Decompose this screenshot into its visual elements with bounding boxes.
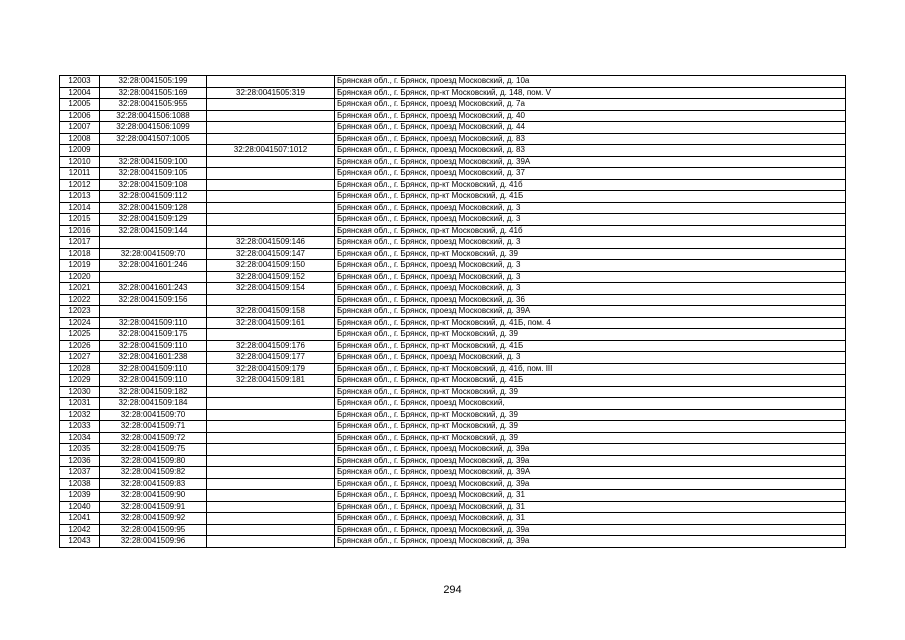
premises-cadastral-number-cell [207, 490, 335, 502]
table-row [60, 478, 846, 490]
row-number-cell: 12003 [60, 76, 100, 88]
cadastral-number-cell: 32:28:0041509:91 [100, 501, 207, 513]
address-cell: Брянская обл., г. Брянск, пр-кт Московский, д. 39 [335, 248, 846, 260]
table-row [60, 467, 846, 479]
cadastral-number-cell: 32:28:0041601:238 [100, 352, 207, 364]
cadastral-number-cell [100, 237, 207, 249]
address-cell: Брянская обл., г. Брянск, проезд Московский, д. 40 [335, 110, 846, 122]
table-row [60, 294, 846, 306]
address-cell: Брянская обл., г. Брянск, проезд Московский, д. 3 [335, 237, 846, 249]
table-row [60, 513, 846, 525]
table-row [60, 179, 846, 191]
cadastral-number-cell: 32:28:0041505:169 [100, 87, 207, 99]
cadastral-number-cell: 32:28:0041509:83 [100, 478, 207, 490]
cadastral-number-cell: 32:28:0041509:75 [100, 444, 207, 456]
premises-cadastral-number-cell: 32:28:0041507:1012 [207, 145, 335, 157]
cadastral-number-cell: 32:28:0041509:92 [100, 513, 207, 525]
address-cell: Брянская обл., г. Брянск, проезд Московский, д. 83 [335, 145, 846, 157]
premises-cadastral-number-cell [207, 455, 335, 467]
premises-cadastral-number-cell [207, 409, 335, 421]
row-number-cell: 12022 [60, 294, 100, 306]
row-number-cell: 12010 [60, 156, 100, 168]
premises-cadastral-number-cell: 32:28:0041509:176 [207, 340, 335, 352]
cadastral-number-cell: 32:28:0041509:72 [100, 432, 207, 444]
row-number-cell: 12008 [60, 133, 100, 145]
table-row [60, 87, 846, 99]
premises-cadastral-number-cell [207, 99, 335, 111]
row-number-cell: 12032 [60, 409, 100, 421]
premises-cadastral-number-cell [207, 122, 335, 134]
premises-cadastral-number-cell [207, 294, 335, 306]
address-cell: Брянская обл., г. Брянск, проезд Московский, д. 83 [335, 133, 846, 145]
table-row [60, 237, 846, 249]
table-row [60, 352, 846, 364]
table-row [60, 501, 846, 513]
cadastral-number-cell: 32:28:0041509:184 [100, 398, 207, 410]
row-number-cell: 12019 [60, 260, 100, 272]
premises-cadastral-number-cell: 32:28:0041509:152 [207, 271, 335, 283]
row-number-cell: 12038 [60, 478, 100, 490]
premises-cadastral-number-cell [207, 421, 335, 433]
address-cell: Брянская обл., г. Брянск, проезд Московский, д. 39а [335, 478, 846, 490]
cadastral-number-cell: 32:28:0041509:82 [100, 467, 207, 479]
row-number-cell: 12011 [60, 168, 100, 180]
table-row [60, 421, 846, 433]
address-cell: Брянская обл., г. Брянск, проезд Московский, д. 39а [335, 536, 846, 548]
cadastral-number-cell: 32:28:0041509:110 [100, 375, 207, 387]
address-cell: Брянская обл., г. Брянск, проезд Московский, д. 39А [335, 156, 846, 168]
row-number-cell: 12029 [60, 375, 100, 387]
cadastral-number-cell: 32:28:0041601:246 [100, 260, 207, 272]
table-row [60, 225, 846, 237]
cadastral-number-cell: 32:28:0041509:71 [100, 421, 207, 433]
premises-cadastral-number-cell [207, 110, 335, 122]
address-cell: Брянская обл., г. Брянск, пр-кт Московский, д. 41б [335, 179, 846, 191]
row-number-cell: 12024 [60, 317, 100, 329]
address-cell: Брянская обл., г. Брянск, проезд Московский, д. 31 [335, 490, 846, 502]
premises-cadastral-number-cell: 32:28:0041509:179 [207, 363, 335, 375]
table-row [60, 271, 846, 283]
table-row [60, 99, 846, 111]
table-row [60, 455, 846, 467]
table-row [60, 306, 846, 318]
cadastral-number-cell: 32:28:0041509:100 [100, 156, 207, 168]
address-cell: Брянская обл., г. Брянск, проезд Московский, д. 3 [335, 271, 846, 283]
address-cell: Брянская обл., г. Брянск, проезд Московский, д. 3 [335, 214, 846, 226]
premises-cadastral-number-cell: 32:28:0041509:158 [207, 306, 335, 318]
premises-cadastral-number-cell [207, 444, 335, 456]
cadastral-number-cell: 32:28:0041509:95 [100, 524, 207, 536]
premises-cadastral-number-cell [207, 133, 335, 145]
row-number-cell: 12014 [60, 202, 100, 214]
address-cell: Брянская обл., г. Брянск, проезд Московский, д. 3 [335, 352, 846, 364]
row-number-cell: 12033 [60, 421, 100, 433]
cadastral-number-cell: 32:28:0041509:70 [100, 248, 207, 260]
premises-cadastral-number-cell: 32:28:0041509:161 [207, 317, 335, 329]
cadastral-number-cell: 32:28:0041509:182 [100, 386, 207, 398]
cadastral-number-cell: 32:28:0041505:955 [100, 99, 207, 111]
row-number-cell: 12004 [60, 87, 100, 99]
cadastral-number-cell: 32:28:0041509:110 [100, 340, 207, 352]
address-cell: Брянская обл., г. Брянск, проезд Московский, д. 39А [335, 306, 846, 318]
row-number-cell: 12026 [60, 340, 100, 352]
row-number-cell: 12007 [60, 122, 100, 134]
cadastral-number-cell: 32:28:0041509:156 [100, 294, 207, 306]
address-cell: Брянская обл., г. Брянск, пр-кт Московский, д. 41Б, пом. 4 [335, 317, 846, 329]
table-row [60, 432, 846, 444]
registry-table [59, 75, 846, 548]
row-number-cell: 12035 [60, 444, 100, 456]
table-row [60, 283, 846, 295]
address-cell: Брянская обл., г. Брянск, пр-кт Московский, д. 148, пом. V [335, 87, 846, 99]
address-cell: Брянская обл., г. Брянск, проезд Московский, д. 31 [335, 513, 846, 525]
premises-cadastral-number-cell [207, 202, 335, 214]
row-number-cell: 12015 [60, 214, 100, 226]
cadastral-number-cell: 32:28:0041509:80 [100, 455, 207, 467]
table-row [60, 191, 846, 203]
premises-cadastral-number-cell [207, 191, 335, 203]
row-number-cell: 12030 [60, 386, 100, 398]
cadastral-number-cell: 32:28:0041509:70 [100, 409, 207, 421]
premises-cadastral-number-cell: 32:28:0041509:150 [207, 260, 335, 272]
row-number-cell: 12018 [60, 248, 100, 260]
row-number-cell: 12028 [60, 363, 100, 375]
table-row [60, 168, 846, 180]
address-cell: Брянская обл., г. Брянск, проезд Московский, д. 39а [335, 455, 846, 467]
table-row [60, 329, 846, 341]
row-number-cell: 12027 [60, 352, 100, 364]
table-row [60, 409, 846, 421]
address-cell: Брянская обл., г. Брянск, пр-кт Московский, д. 41Б [335, 375, 846, 387]
premises-cadastral-number-cell [207, 398, 335, 410]
premises-cadastral-number-cell: 32:28:0041509:146 [207, 237, 335, 249]
table-row [60, 145, 846, 157]
premises-cadastral-number-cell [207, 467, 335, 479]
row-number-cell: 12017 [60, 237, 100, 249]
address-cell: Брянская обл., г. Брянск, пр-кт Московский, д. 41Б [335, 191, 846, 203]
premises-cadastral-number-cell [207, 329, 335, 341]
address-cell: Брянская обл., г. Брянск, пр-кт Московский, д. 39 [335, 386, 846, 398]
table-row [60, 536, 846, 548]
address-cell: Брянская обл., г. Брянск, проезд Московский, д. 37 [335, 168, 846, 180]
premises-cadastral-number-cell [207, 524, 335, 536]
row-number-cell: 12040 [60, 501, 100, 513]
cadastral-number-cell: 32:28:0041505:199 [100, 76, 207, 88]
premises-cadastral-number-cell: 32:28:0041509:154 [207, 283, 335, 295]
address-cell: Брянская обл., г. Брянск, пр-кт Московский, д. 39 [335, 432, 846, 444]
cadastral-number-cell: 32:28:0041601:243 [100, 283, 207, 295]
premises-cadastral-number-cell [207, 214, 335, 226]
cadastral-number-cell: 32:28:0041509:105 [100, 168, 207, 180]
cadastral-number-cell: 32:28:0041509:128 [100, 202, 207, 214]
cadastral-number-cell: 32:28:0041509:110 [100, 317, 207, 329]
premises-cadastral-number-cell [207, 478, 335, 490]
row-number-cell: 12013 [60, 191, 100, 203]
address-cell: Брянская обл., г. Брянск, проезд Московский, д. 44 [335, 122, 846, 134]
cadastral-number-cell: 32:28:0041509:112 [100, 191, 207, 203]
address-cell: Брянская обл., г. Брянск, проезд Московский, д. 10а [335, 76, 846, 88]
row-number-cell: 12036 [60, 455, 100, 467]
address-cell: Брянская обл., г. Брянск, проезд Московский, д. 3 [335, 283, 846, 295]
row-number-cell: 12005 [60, 99, 100, 111]
row-number-cell: 12009 [60, 145, 100, 157]
premises-cadastral-number-cell [207, 76, 335, 88]
table-row [60, 386, 846, 398]
table-row [60, 248, 846, 260]
table-row [60, 76, 846, 88]
table-row [60, 122, 846, 134]
cadastral-number-cell: 32:28:0041506:1088 [100, 110, 207, 122]
premises-cadastral-number-cell [207, 501, 335, 513]
table-row [60, 202, 846, 214]
table-row [60, 133, 846, 145]
table-row [60, 214, 846, 226]
premises-cadastral-number-cell [207, 432, 335, 444]
page-number: 294 [443, 584, 462, 596]
premises-cadastral-number-cell [207, 536, 335, 548]
cadastral-number-cell: 32:28:0041509:110 [100, 363, 207, 375]
address-cell: Брянская обл., г. Брянск, пр-кт Московский, д. 39 [335, 421, 846, 433]
row-number-cell: 12012 [60, 179, 100, 191]
table-row [60, 110, 846, 122]
table-row [60, 490, 846, 502]
table-row [60, 260, 846, 272]
premises-cadastral-number-cell: 32:28:0041509:177 [207, 352, 335, 364]
address-cell: Брянская обл., г. Брянск, проезд Московский, д. 3 [335, 202, 846, 214]
row-number-cell: 12042 [60, 524, 100, 536]
address-cell: Брянская обл., г. Брянск, проезд Московский, д. 31 [335, 501, 846, 513]
cadastral-number-cell: 32:28:0041509:90 [100, 490, 207, 502]
cadastral-number-cell: 32:28:0041509:96 [100, 536, 207, 548]
premises-cadastral-number-cell: 32:28:0041505:319 [207, 87, 335, 99]
address-cell: Брянская обл., г. Брянск, пр-кт Московский, д. 41б [335, 225, 846, 237]
table-row [60, 363, 846, 375]
address-cell: Брянская обл., г. Брянск, проезд Московский, д. 3 [335, 260, 846, 272]
address-cell: Брянская обл., г. Брянск, проезд Московский, д. 7а [335, 99, 846, 111]
cadastral-number-cell: 32:28:0041507:1005 [100, 133, 207, 145]
premises-cadastral-number-cell [207, 225, 335, 237]
premises-cadastral-number-cell [207, 168, 335, 180]
address-cell: Брянская обл., г. Брянск, проезд Московский, д. 36 [335, 294, 846, 306]
cadastral-number-cell: 32:28:0041509:175 [100, 329, 207, 341]
cadastral-number-cell: 32:28:0041509:129 [100, 214, 207, 226]
row-number-cell: 12043 [60, 536, 100, 548]
cadastral-number-cell [100, 271, 207, 283]
row-number-cell: 12031 [60, 398, 100, 410]
row-number-cell: 12037 [60, 467, 100, 479]
row-number-cell: 12006 [60, 110, 100, 122]
premises-cadastral-number-cell [207, 513, 335, 525]
cadastral-number-cell: 32:28:0041506:1099 [100, 122, 207, 134]
address-cell: Брянская обл., г. Брянск, пр-кт Московский, д. 39 [335, 329, 846, 341]
row-number-cell: 12023 [60, 306, 100, 318]
row-number-cell: 12039 [60, 490, 100, 502]
premises-cadastral-number-cell: 32:28:0041509:181 [207, 375, 335, 387]
row-number-cell: 12021 [60, 283, 100, 295]
table-row [60, 340, 846, 352]
address-cell: Брянская обл., г. Брянск, пр-кт Московский, д. 41б, пом. III [335, 363, 846, 375]
row-number-cell: 12041 [60, 513, 100, 525]
table-row [60, 375, 846, 387]
premises-cadastral-number-cell [207, 156, 335, 168]
premises-cadastral-number-cell [207, 179, 335, 191]
table-row [60, 317, 846, 329]
address-cell: Брянская обл., г. Брянск, проезд Московский, [335, 398, 846, 410]
table-row [60, 398, 846, 410]
row-number-cell: 12025 [60, 329, 100, 341]
row-number-cell: 12020 [60, 271, 100, 283]
table-row [60, 444, 846, 456]
cadastral-number-cell [100, 145, 207, 157]
premises-cadastral-number-cell [207, 386, 335, 398]
registry-table-body [60, 76, 846, 548]
cadastral-number-cell [100, 306, 207, 318]
address-cell: Брянская обл., г. Брянск, пр-кт Московский, д. 41Б [335, 340, 846, 352]
table-row [60, 524, 846, 536]
address-cell: Брянская обл., г. Брянск, пр-кт Московский, д. 39 [335, 409, 846, 421]
cadastral-number-cell: 32:28:0041509:108 [100, 179, 207, 191]
address-cell: Брянская обл., г. Брянск, проезд Московский, д. 39А [335, 467, 846, 479]
row-number-cell: 12034 [60, 432, 100, 444]
row-number-cell: 12016 [60, 225, 100, 237]
address-cell: Брянская обл., г. Брянск, проезд Московский, д. 39а [335, 444, 846, 456]
premises-cadastral-number-cell: 32:28:0041509:147 [207, 248, 335, 260]
table-row [60, 156, 846, 168]
cadastral-number-cell: 32:28:0041509:144 [100, 225, 207, 237]
address-cell: Брянская обл., г. Брянск, проезд Московский, д. 39а [335, 524, 846, 536]
